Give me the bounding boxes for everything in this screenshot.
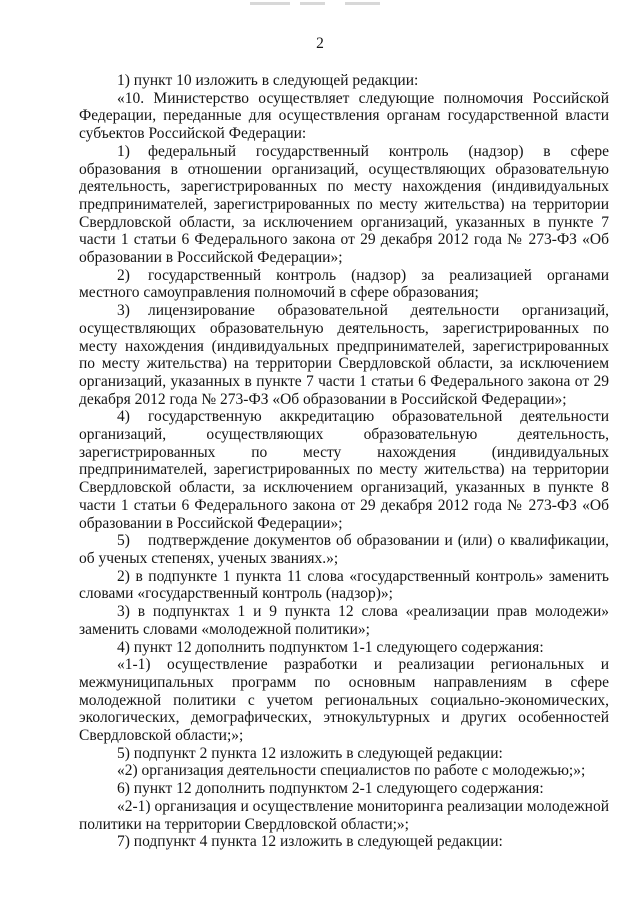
paragraph: 2) в подпункте 1 пункта 11 слова «государственный контроль» заменить словами «государственный контроль (надзор)»;	[79, 567, 609, 603]
scan-artifact	[345, 2, 380, 5]
numbered-paragraph	[79, 532, 609, 567]
paragraph: 1) пункт 10 изложить в следующей редакции:	[117, 72, 419, 89]
item-text: лицензирование образовательной деятельности организаций, осуществляющих образовательную деятельность, зарегистрированных по месту нахождения (индивидуальных предпринимателей, зарегистрированных по месту жительства) на территории Свердловской области, за исключением организаций, указанных в пункте 7 части 1 статьи 6 Федерального закона от 29 декабря 2012 года № 273-ФЗ «Об образовании в Российской Федерации»;	[79, 302, 609, 408]
page-number: 2	[316, 35, 324, 52]
paragraph: 3) в подпунктах 1 и 9 пункта 12 слова «реализации прав молодежи» заменить словами «молодежной политики»;	[79, 603, 609, 638]
item-text: государственный контроль (надзор) за реализацией органами местного самоуправления полномочий в сфере образования;	[79, 266, 609, 302]
item-number: 4)	[117, 408, 130, 426]
item-number: 1)	[117, 142, 130, 160]
paragraph: «1-1) осуществление разработки и реализации региональных и межмуниципальных программ по основным направлениям в сфере молодежной политики с учетом региональных социально-экономических, экологических, демографических, этнокультурных и других особенностей Свердловской области;»;	[79, 656, 609, 745]
paragraph: «10. Министерство осуществляет следующие полномочия Российской Федерации, переданные для осуществления органам государственной власти субъектов Российской Федерации:	[79, 89, 609, 143]
item-number: 3)	[117, 302, 130, 320]
scan-artifact	[300, 2, 325, 5]
paragraph: 6) пункт 12 дополнить подпунктом 2-1 следующего содержания:	[117, 780, 544, 798]
document-body	[79, 72, 609, 851]
item-number: 5)	[117, 532, 130, 550]
paragraph: «2) организация деятельности специалистов по работе с молодежью;»;	[117, 762, 586, 780]
numbered-paragraph	[79, 408, 609, 532]
item-text: подтверждение документов об образовании и (или) о квалификации, об ученых степенях, ученых званиях.»;	[79, 532, 609, 567]
numbered-paragraph	[79, 302, 609, 408]
item-text: федеральный государственный контроль (надзор) в сфере образования в отношении организаций, осуществляющих образовательную деятельность, зарегистрированных по месту нахождения (индивидуальных предпринимателей, зарегистрированных по месту жительства) на территории Свердловской области, за исключением организаций, указанных в пункте 7 части 1 статьи 6 Федерального закона от 29 декабря 2012 года № 273-ФЗ «Об образовании в Российской Федерации»;	[79, 142, 609, 267]
paragraph: 7) подпункт 4 пункта 12 изложить в следующей редакции:	[117, 833, 503, 851]
numbered-paragraph	[79, 267, 609, 302]
paragraph: 4) пункт 12 дополнить подпунктом 1-1 следующего содержания:	[117, 638, 544, 656]
numbered-paragraph	[79, 143, 609, 267]
paragraph: 5) подпункт 2 пункта 12 изложить в следующей редакции:	[117, 744, 503, 762]
scan-artifact	[250, 2, 290, 5]
item-text: государственную аккредитацию образовательной деятельности организаций, осуществляющих образовательную деятельность, зарегистрированных по месту нахождения (индивидуальных предпринимателей, зарегистрированных по месту жительства) на территории Свердловской области, за исключением организаций, указанных в пункте 8 части 1 статьи 6 Федерального закона от 29 декабря 2012 года № 273-ФЗ «Об образовании в Российской Федерации»;	[79, 408, 609, 532]
paragraph: «2-1) организация и осуществление мониторинга реализации молодежной политики на территории Свердловской области;»;	[79, 797, 609, 833]
item-number: 2)	[117, 266, 130, 284]
